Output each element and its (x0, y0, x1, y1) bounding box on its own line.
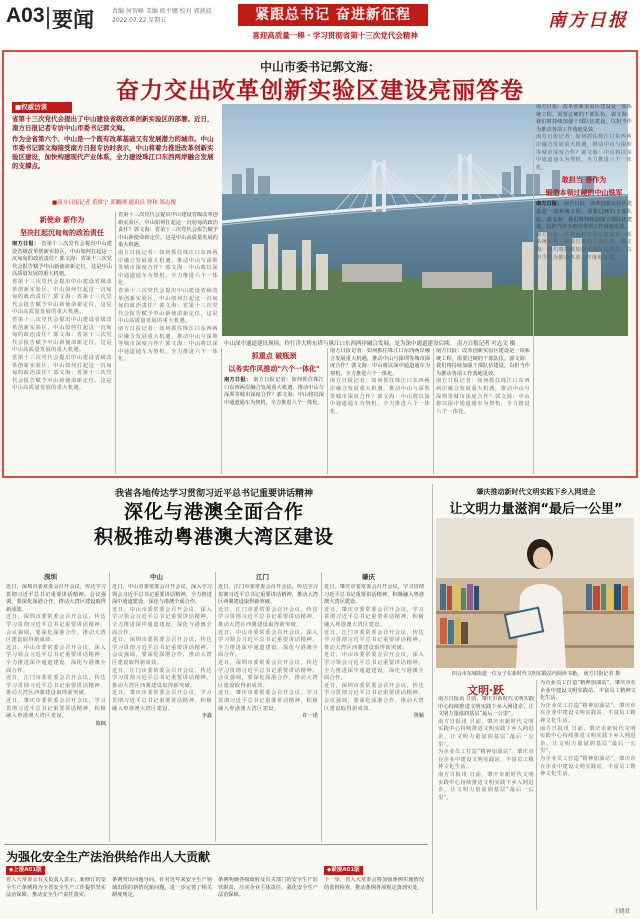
column-body: 南方日报：改革创新实验区建设是一项系统工程，需要过硬的干部队伍。郭文海：我们将持续加强干部队伍建设，以担当作为推动各项工作落地见效。 (536, 201, 632, 231)
column-rule (221, 348, 222, 474)
column-rule (536, 680, 537, 910)
story-column (436, 348, 530, 474)
column-body: 南方日报记者：如何抓住珠江口东西两岸融合发展重大机遇，推动中山与深圳等城市深度合作？郭文海：中山将以深中通道通车为契机，全力推进六个一体化。 (224, 377, 324, 406)
bottom-column (112, 877, 212, 917)
right-column-text: 南方日报讯 日前，肇庆市新时代文明实践中心持续推进文明实践下乡入网进企，让文明力量滋润基层“最后一公里”。 (540, 725, 636, 755)
right-column-text: 为企业员工打造“精神加油站”。肇庆市在企业中建设文明实践站，丰富员工精神文化生活。 (540, 702, 636, 724)
section-title: 要闻 (52, 8, 94, 32)
editor-credit: 王晓君 (613, 909, 630, 915)
reporter-name: 陈枫 (95, 720, 106, 727)
bottom-column-text: 下一步，省人大常委会将加强条例实施情况的监督检查，推动条例各项规定落到实处。 (324, 877, 424, 891)
city-column-text: 近日，中山市委常委会召开会议，深入学习领会习近平总书记重要讲话精神，全力推进深中通道建设，深化与港澳全面合作。 (218, 629, 318, 659)
right-column-text: 南方日报讯 日前，肇庆市新时代文明实践中心持续推进文明实践下乡入网进企，让文明力量滋润基层“最后一公里”。 (438, 718, 534, 748)
column-rule (432, 484, 433, 914)
column-subhead: 以务实作风推动"六个一体化" (228, 365, 320, 373)
city-column-text: 近日，江门市委常委会召开会议，传达学习贯彻习近平总书记重要讲话精神，推动大湾区西翼建设取得新突破。 (218, 606, 318, 628)
right-photo-caption: 四会市东城街道一位女子在新时代文明实践站内阅读书籍。 南方日报记者 摄 (451, 671, 621, 677)
column-body-continued: 省第十三次党代会提出中山建设省级改革创新实验区，中山如何扛起这一沉甸甸的政治责任？郭文海：省第十三次党代会报告赋予中山新使命新定位，这是中山高质量发展的重大机遇。 (12, 316, 112, 354)
column-body: 南方日报：改革创新实验区建设是一项系统工程，需要过硬的干部队伍。郭文海：我们将持续加强干部队伍建设，以担当作为推动各项工作落地见效。 (536, 104, 632, 133)
story-column (224, 348, 324, 474)
column-rule (433, 348, 434, 474)
lower-headline-line: 深化与港澳全面合作 (123, 501, 304, 523)
column-lead: 南方日报： (12, 241, 40, 247)
campaign-banner: 紧跟总书记 奋进新征程 (238, 4, 428, 26)
bottom-column-text: 条例明确各级政府及有关部门的安全生产监管职责，压实企业主体责任，强化安全生产法治保障。 (218, 877, 318, 899)
city-column-text: 近日，江门市委常委会召开会议，传达学习贯彻习近平总书记重要讲话精神，推动大湾区西翼建设取得新突破。 (324, 629, 424, 651)
city-column-text: 近日，肇庆市委常委会召开会议，学习贯彻习近平总书记重要讲话精神，积极融入粤港澳大湾区建设。 (112, 690, 212, 712)
column-body-continued: 南方日报：改革创新实验区建设是一项系统工程，需要过硬的干部队伍。郭文海：我们将持续加强干部队伍建设，以担当作为推动各项工作落地见效。 (536, 231, 632, 261)
column-body-continued: 南方日报记者：如何抓住珠江口东西两岸融合发展重大机遇，推动中山与深圳等城市深度合作？郭文海：中山将以深中通道通车为契机，全力推进六个一体化。 (118, 325, 218, 363)
city-column-text: 近日，中山市委常委会召开会议，深入学习领会习近平总书记重要讲话精神，全力推进深中通道建设，深化与港澳全面合作。 (324, 652, 424, 682)
column-body: 南方日报：改革创新实验区建设是一项系统工程，需要过硬的干部队伍。郭文海：我们将持续加强干部队伍建设，以担当作为推动各项工作落地见效。 (436, 348, 530, 377)
column-subhead: 敢担当 善作为 (561, 176, 607, 185)
right-kicker: 肇庆推动新时代文明实践下乡入网进企 (476, 488, 596, 496)
city-column-text: 近日，深圳市委常委会召开会议，传达学习贯彻习近平总书记重要讲话精神。会议强调，要深化深港合作，推动大湾区建设取得新成效。 (6, 614, 106, 644)
city-column-text: 近日，江门市委常委会召开会议，传达学习贯彻习近平总书记重要讲话精神，推动大湾区西翼建设取得新突破。 (112, 667, 212, 689)
bottom-column (218, 877, 318, 917)
bottom-column-text: 省人大常委会有关负责人表示，新修订的安全生产条例将为全省安全生产工作提供坚实法治保障，推动安全生产责任落实。 (6, 877, 106, 899)
column-rule (109, 572, 110, 842)
column-lead: 南方日报： (224, 377, 252, 383)
page-number: A03 (6, 4, 45, 27)
column-subhead: 抓重点 破瓶颈 (251, 352, 297, 360)
column-lead: 南方日报： (536, 201, 563, 208)
right-column (540, 680, 636, 906)
city-column-text: 近日，深圳市委常委会召开会议，传达学习贯彻习近平总书记重要讲话精神。会议强调，要深化深港合作，推动大湾区建设取得新成效。 (324, 682, 424, 712)
photo-caption: 中山深中通道建设现场，伶仃洋大桥东塔与珠江口东西两岸融合发展，是为深中通道建设后续。 南方日报记者 叶志文 摄 (224, 341, 516, 347)
city-column-text: 近日，肇庆市委常委会召开会议，学习贯彻习近平总书记重要讲话精神，积极融入粤港澳大湾区建设。 (324, 606, 424, 628)
city-column-text: 近日，肇庆市委常委会召开会议，学习贯彻习近平总书记重要讲话精神，积极融入粤港澳大湾区建设。 (6, 697, 106, 720)
section-divider (4, 844, 428, 845)
continued-tag: ◆紧接A01版 (324, 866, 363, 875)
bottom-headline: 为强化安全生产法治供给作出人大贡献 (6, 850, 211, 864)
city-column-text: 近日，深圳市委常委会召开会议，传达学习贯彻习近平总书记重要讲话精神。会议强调，要深化深港合作，推动大湾区建设取得新成效。 (6, 584, 106, 613)
city-column-text: 近日，深圳市委常委会召开会议，传达学习贯彻习近平总书记重要讲话精神。会议强调，要深化深港合作，推动大湾区建设取得新成效。 (112, 637, 212, 666)
column-body: 省第十三次党代会提出中山建设省级改革创新实验区，中山如何扛起这一沉甸甸的政治责任？郭文海：省第十三次党代会报告赋予中山新使命新定位，这是中山高质量发展的重大机遇。 (12, 241, 112, 278)
right-column-text: 南方日报讯 日前，肇庆市新时代文明实践中心持续推进文明实践下乡入网进企，让文明力量滋润基层“最后一公里”。 (438, 696, 534, 718)
reporter-name: 李鑫 (201, 713, 212, 720)
city-column-text: 近日，中山市委常委会召开会议，深入学习领会习近平总书记重要讲话精神，全力推进深中通道建设，深化与港澳全面合作。 (112, 584, 212, 606)
lower-kicker: 我省各地传达学习贯彻习近平总书记重要讲话精神 (114, 489, 313, 499)
interview-tag: ■权威访谈 (12, 102, 72, 113)
city-label: 江门 (256, 573, 269, 581)
top-headline: 奋力交出改革创新实验区建设亮丽答卷 (116, 78, 524, 104)
right-column-text: 南方日报讯 日前，肇庆市新时代文明实践中心持续推进文明实践下乡入网进企，让文明力量滋润基层“最后一公里”。 (438, 771, 534, 801)
column-body-continued: 南方日报记者：如何抓住珠江口东西两岸融合发展重大机遇，推动中山与深圳等城市深度合作？郭文海：中山将以深中通道通车为契机，全力推进六个一体化。 (330, 378, 430, 415)
column-rule (321, 572, 322, 842)
story-column (118, 212, 218, 474)
right-column-text: 为企业员工打造“精神加油站”。肇庆市在企业中建设文明实践站，丰富员工精神文化生活。 (438, 749, 534, 771)
column-body-continued: 南方日报记者：如何抓住珠江口东西两岸融合发展重大机遇，推动中山与深圳等城市深度合作？郭文海：中山将以深中通道通车为契机，全力推进六个一体化。 (118, 249, 218, 287)
newspaper-logo: 南方日报 (548, 10, 628, 31)
campaign-subtitle: 喜迎高质量一棒 · 学习贯彻省第十三次党代会精神 (252, 31, 418, 40)
column-rule (115, 212, 116, 474)
city-column-text: 近日，肇庆市委常委会召开会议，学习贯彻习近平总书记重要讲话精神，积极融入粤港澳大湾区建设。 (324, 584, 424, 606)
reporter-name: 许一诺 (302, 713, 318, 720)
editor-meta: 责编 何智峰 美编 欧平娜 校对 郭燕波 2022.07.22 星期五 (112, 8, 212, 24)
reading-photo (436, 518, 634, 668)
city-column-text: 近日，深圳市委常委会召开会议，传达学习贯彻习近平总书记重要讲话精神。会议强调，要深化深港合作，推动大湾区建设取得新成效。 (218, 659, 318, 689)
divider (47, 7, 49, 29)
column-body-continued: 省第十三次党代会提出中山建设省级改革创新实验区，中山如何扛起这一沉甸甸的政治责任？郭文海：省第十三次党代会报告赋予中山新使命新定位，这是中山高质量发展的重大机遇。 (12, 354, 112, 392)
column-subhead: 坚决扛起沉甸甸的政治责任 (20, 229, 104, 237)
masthead (0, 0, 640, 50)
reading-illustration (436, 518, 634, 668)
city-column-text: 近日，中山市委常委会召开会议，深入学习领会习近平总书记重要讲话精神，全力推进深中通道建设，深化与港澳全面合作。 (6, 644, 106, 674)
column-rule (533, 104, 534, 474)
city-column (112, 584, 212, 844)
story-column (12, 212, 112, 474)
right-column (438, 696, 534, 910)
story-column (536, 104, 632, 474)
column-subhead: 锻造本领过硬的中山铁军 (545, 189, 623, 198)
city-column-text: 近日，江门市委常委会召开会议，传达学习贯彻习近平总书记重要讲话精神，推动大湾区西翼建设取得新突破。 (218, 584, 318, 606)
lower-headline-line: 积极推动粤港澳大湾区建设 (93, 526, 334, 548)
column-subhead: 新使命 新作为 (39, 216, 85, 224)
city-column-text: 近日，肇庆市委常委会召开会议，学习贯彻习近平总书记重要讲话精神，积极融入粤港澳大湾区建设。 (218, 690, 318, 712)
city-column-text: 近日，中山市委常委会召开会议，深入学习领会习近平总书记重要讲话精神，全力推进深中通道建设，深化与港澳全面合作。 (112, 606, 212, 636)
city-column (324, 584, 424, 844)
column-rule (215, 572, 216, 842)
reporter-name: 鲁颖 (413, 713, 424, 720)
bottom-column (6, 877, 106, 917)
column-body-continued: 省第十三次党代会提出中山建设省级改革创新实验区，中山如何扛起这一沉甸甸的政治责任？郭文海：省第十三次党代会报告赋予中山新使命新定位，这是中山高质量发展的重大机遇。 (12, 278, 112, 316)
blurb-paragraph: 作为全省第六个、中山是一个既有改革基础又有发展潜力的城市。中山市委书记郭文海接受南方日报专访时表示，中山将着力推进改革创新实验区建设，加快构建现代产业体系，全力建设珠江口东西两岸融合发展的支撑点。 (12, 135, 214, 170)
top-story (2, 50, 638, 478)
column-body-continued: 省第十三次党代会提出中山建设省级改革创新实验区，中山如何扛起这一沉甸甸的政治责任？郭文海：省第十三次党代会报告赋予中山新使命新定位，这是中山高质量发展的重大机遇。 (118, 287, 218, 325)
civility-section-title: 文明·跃 (467, 684, 504, 697)
city-label: 深圳 (44, 573, 57, 581)
city-column (218, 584, 318, 844)
city-column (6, 584, 106, 844)
column-body: 省第十三次党代会提出中山建设省级改革创新实验区，中山如何扛起这一沉甸甸的政治责任？郭文海：省第十三次党代会报告赋予中山新使命新定位，这是中山高质量发展的重大机遇。 (118, 212, 218, 249)
city-label: 中山 (150, 573, 163, 581)
city-label: 肇庆 (362, 573, 375, 581)
city-column-text: 近日，江门市委常委会召开会议，传达学习贯彻习近平总书记重要讲话精神，推动大湾区西翼建设取得新突破。 (6, 675, 106, 697)
right-column-text: 为企业员工打造“精神加油站”。肇庆市在企业中建设文明实践站，丰富员工精神文化生活。 (540, 755, 636, 778)
story-column (330, 348, 430, 474)
right-column-text: 为企业员工打造“精神加油站”。肇庆市在企业中建设文明实践站，丰富员工精神文化生活。 (540, 680, 636, 702)
reporter-credit: ■南方日报记者 黄维宁 郭鹏刚 通讯员 钟和 郑志俊 (52, 200, 176, 206)
top-kicker: 中山市委书记郭文海： (259, 60, 380, 74)
column-body: 南方日报记者：如何抓住珠江口东西两岸融合发展重大机遇，推动中山与深圳等城市深度合作？郭文海：中山将以深中通道通车为契机，全力推进六个一体化。 (330, 348, 430, 377)
continued-tag: ◆上接A01版 (6, 866, 45, 875)
bottom-column-text: 条例突出问题导向，针对近年来安全生产领域出现的新情况新问题，进一步完善了相关制度规定。 (112, 877, 212, 899)
right-headline: 让文明力量滋润“最后一公里” (449, 502, 623, 517)
column-body-continued: 南方日报记者：如何抓住珠江口东西两岸融合发展重大机遇，推动中山与深圳等城市深度合作？郭文海：中山将以深中通道通车为契机，全力推进六个一体化。 (436, 378, 530, 415)
intro-blurb (12, 115, 217, 173)
column-rule (327, 348, 328, 474)
lower-headline (0, 500, 428, 550)
bottom-column (324, 877, 424, 917)
column-body-continued: 南方日报记者：如何抓住珠江口东西两岸融合发展重大机遇，推动中山与深圳等城市深度合作？郭文海：中山将以深中通道通车为契机，全力推进六个一体化。 (536, 134, 632, 171)
blurb-paragraph: 省第十三次党代会提出了中山建设省级改革创新实验区的部署。近日，南方日报记者专访中山市委书记郭文海。 (12, 115, 214, 132)
